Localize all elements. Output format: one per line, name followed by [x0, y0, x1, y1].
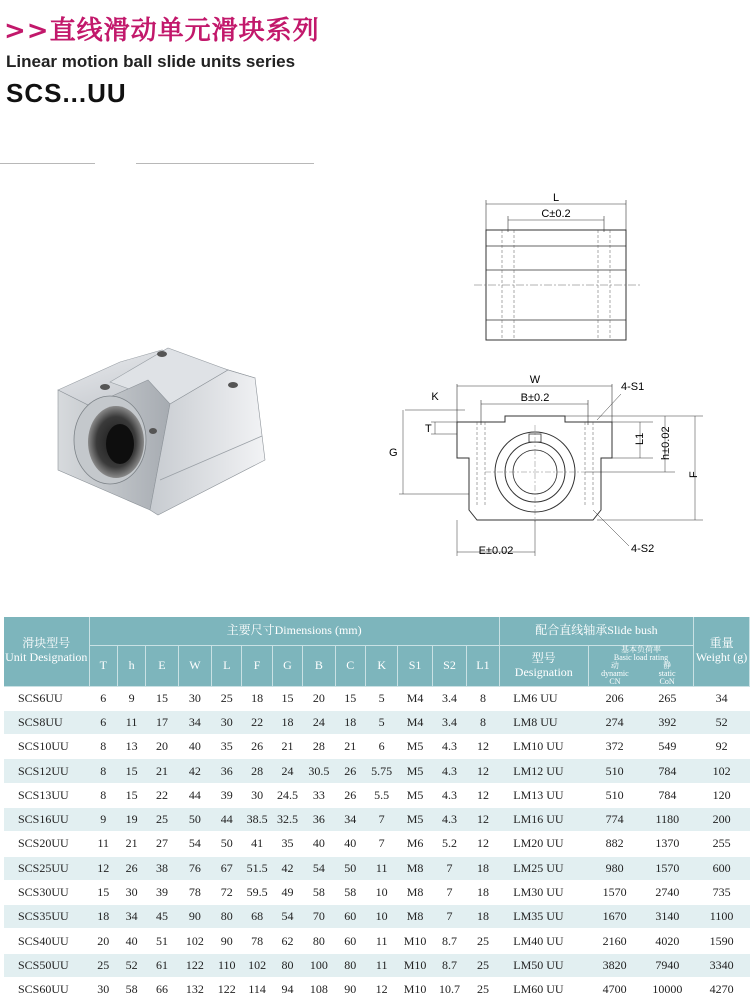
table-cell: 19	[117, 807, 145, 831]
table-cell: 30.5	[303, 759, 335, 783]
table-cell: 882	[588, 832, 641, 856]
table-cell: SCS30UU	[4, 880, 89, 904]
table-cell: 102	[178, 929, 211, 953]
table-cell: 12	[467, 783, 500, 807]
table-cell: LM10 UU	[499, 735, 588, 759]
table-cell: 26	[335, 759, 365, 783]
table-cell: 7	[432, 880, 466, 904]
table-cell: 4.3	[432, 759, 466, 783]
table-cell: 24.5	[272, 783, 302, 807]
table-cell: 11	[89, 832, 117, 856]
table-cell: M10	[398, 929, 432, 953]
header-slide-bush: 配合直线轴承Slide bush	[499, 617, 693, 645]
table-cell: 18	[335, 710, 365, 734]
table-cell: 549	[641, 735, 694, 759]
table-cell: 600	[694, 856, 750, 880]
table-row	[4, 686, 750, 710]
table-cell: 265	[641, 686, 694, 710]
table-cell: 15	[272, 686, 302, 710]
table-row	[4, 807, 750, 831]
table-cell: 42	[178, 759, 211, 783]
table-cell: 11	[365, 856, 397, 880]
table-cell: 30	[89, 978, 117, 1002]
table-cell: 6	[365, 735, 397, 759]
table-cell: 5.2	[432, 832, 466, 856]
table-cell: LM16 UU	[499, 807, 588, 831]
table-cell: 100	[303, 953, 335, 977]
table-cell: 52	[117, 953, 145, 977]
table-cell: 54	[272, 905, 302, 929]
header-static: 静 static CoN	[658, 660, 676, 686]
table-cell: 274	[588, 710, 641, 734]
table-cell: 735	[694, 880, 750, 904]
label-G: G	[389, 447, 398, 459]
table-row	[4, 978, 750, 1002]
table-cell: M6	[398, 832, 432, 856]
table-cell: SCS40UU	[4, 929, 89, 953]
table-cell: SCS12UU	[4, 759, 89, 783]
table-cell: 35	[272, 832, 302, 856]
table-cell: 12	[89, 856, 117, 880]
table-cell: M8	[398, 856, 432, 880]
table-cell: 21	[272, 735, 302, 759]
header-weight: 重量 Weight (g)	[694, 617, 750, 686]
table-cell: 122	[178, 953, 211, 977]
header-dim-b: B	[303, 645, 335, 686]
table-cell: 510	[588, 759, 641, 783]
table-cell: 25	[467, 953, 500, 977]
table-cell: 102	[242, 953, 272, 977]
table-cell: SCS6UU	[4, 686, 89, 710]
table-cell: 108	[303, 978, 335, 1002]
label-L: L	[552, 192, 560, 204]
table-cell: 5	[365, 686, 397, 710]
table-cell: M8	[398, 880, 432, 904]
table-cell: 66	[146, 978, 178, 1002]
table-cell: 28	[303, 735, 335, 759]
table-cell: 12	[467, 735, 500, 759]
table-cell: 12	[467, 807, 500, 831]
table-cell: LM35 UU	[499, 905, 588, 929]
label-T: T	[425, 423, 432, 435]
header-dim-k: K	[365, 645, 397, 686]
table-cell: 51.5	[242, 856, 272, 880]
table-cell: 58	[303, 880, 335, 904]
header-dynamic: 动 dynamic CN	[601, 660, 629, 686]
table-cell: 11	[365, 929, 397, 953]
table-row	[4, 856, 750, 880]
table-cell: 21	[335, 735, 365, 759]
table-cell: 18	[89, 905, 117, 929]
table-cell: 255	[694, 832, 750, 856]
table-cell: 12	[365, 978, 397, 1002]
table-cell: SCS35UU	[4, 905, 89, 929]
table-cell: 70	[303, 905, 335, 929]
table-cell: 17	[146, 710, 178, 734]
table-cell: 58	[117, 978, 145, 1002]
table-cell: 20	[89, 929, 117, 953]
table-cell: 12	[467, 759, 500, 783]
table-row	[4, 905, 750, 929]
table-cell: 8	[467, 710, 500, 734]
table-cell: 110	[212, 953, 242, 977]
table-cell: SCS20UU	[4, 832, 89, 856]
table-cell: 30	[212, 710, 242, 734]
table-cell: 200	[694, 807, 750, 831]
table-cell: M4	[398, 710, 432, 734]
table-cell: 36	[212, 759, 242, 783]
table-cell: SCS8UU	[4, 710, 89, 734]
table-cell: 33	[303, 783, 335, 807]
table-cell: 26	[335, 783, 365, 807]
table-cell: 34	[694, 686, 750, 710]
table-cell: LM13 UU	[499, 783, 588, 807]
table-cell: LM8 UU	[499, 710, 588, 734]
table-cell: 7	[432, 856, 466, 880]
header-dim-w: W	[178, 645, 211, 686]
table-cell: 4.3	[432, 807, 466, 831]
table-cell: 40	[178, 735, 211, 759]
table-row	[4, 929, 750, 953]
table-cell: 15	[117, 783, 145, 807]
table-cell: LM30 UU	[499, 880, 588, 904]
table-cell: 206	[588, 686, 641, 710]
label-K: K	[431, 391, 439, 403]
table-cell: 392	[641, 710, 694, 734]
table-cell: 510	[588, 783, 641, 807]
table-cell: 34	[117, 905, 145, 929]
table-row	[4, 735, 750, 759]
table-cell: 49	[272, 880, 302, 904]
table-cell: 6	[89, 710, 117, 734]
table-cell: 80	[272, 953, 302, 977]
table-cell: 58	[335, 880, 365, 904]
table-row	[4, 953, 750, 977]
table-cell: 27	[146, 832, 178, 856]
label-L1: L1	[634, 432, 646, 445]
table-cell: 2740	[641, 880, 694, 904]
table-cell: 2160	[588, 929, 641, 953]
table-cell: 980	[588, 856, 641, 880]
table-cell: 50	[178, 807, 211, 831]
table-cell: 5	[365, 710, 397, 734]
table-cell: 60	[335, 905, 365, 929]
table-cell: 78	[178, 880, 211, 904]
table-cell: 18	[467, 856, 500, 880]
table-cell: 18	[467, 880, 500, 904]
label-h: h±0.02	[660, 426, 672, 460]
table-cell: 1370	[641, 832, 694, 856]
table-cell: 1100	[694, 905, 750, 929]
table-cell: LM12 UU	[499, 759, 588, 783]
table-cell: 8.7	[432, 953, 466, 977]
table-cell: 54	[178, 832, 211, 856]
table-cell: 18	[242, 686, 272, 710]
table-cell: 8	[89, 759, 117, 783]
model-series: SCS...UU	[6, 78, 127, 108]
table-cell: 122	[212, 978, 242, 1002]
product-photo	[50, 340, 280, 520]
header-dim-l: L	[212, 645, 242, 686]
divider-right	[136, 163, 314, 164]
table-cell: 15	[335, 686, 365, 710]
table-cell: 10.7	[432, 978, 466, 1002]
page-title-english: Linear motion ball slide units series	[6, 52, 296, 71]
table-cell: 35	[212, 735, 242, 759]
table-cell: 25	[146, 807, 178, 831]
table-row	[4, 783, 750, 807]
label-4-S2: 4-S2	[631, 543, 655, 555]
table-row	[4, 759, 750, 783]
table-cell: 28	[242, 759, 272, 783]
table-cell: 114	[242, 978, 272, 1002]
table-cell: SCS10UU	[4, 735, 89, 759]
table-cell: 21	[117, 832, 145, 856]
header-dim-t: T	[89, 645, 117, 686]
label-4-S1: 4-S1	[621, 381, 645, 393]
table-cell: 90	[212, 929, 242, 953]
table-cell: 42	[272, 856, 302, 880]
table-cell: 7940	[641, 953, 694, 977]
table-cell: 9	[89, 807, 117, 831]
table-cell: 10000	[641, 978, 694, 1002]
table-cell: 8	[89, 735, 117, 759]
label-F: F	[688, 471, 700, 478]
table-cell: 30	[242, 783, 272, 807]
table-cell: 4700	[588, 978, 641, 1002]
table-row	[4, 832, 750, 856]
table-cell: 7	[365, 832, 397, 856]
table-cell: 52	[694, 710, 750, 734]
table-cell: 50	[335, 856, 365, 880]
table-cell: 80	[212, 905, 242, 929]
table-cell: 39	[212, 783, 242, 807]
table-cell: 67	[212, 856, 242, 880]
table-cell: M5	[398, 783, 432, 807]
table-cell: 60	[335, 929, 365, 953]
table-cell: 13	[117, 735, 145, 759]
table-cell: 6	[89, 686, 117, 710]
table-cell: 21	[146, 759, 178, 783]
table-cell: 38.5	[242, 807, 272, 831]
table-cell: LM50 UU	[499, 953, 588, 977]
table-cell: 15	[146, 686, 178, 710]
table-cell: 15	[117, 759, 145, 783]
table-cell: 4020	[641, 929, 694, 953]
table-cell: 38	[146, 856, 178, 880]
table-cell: 25	[467, 929, 500, 953]
table-cell: 3.4	[432, 710, 466, 734]
header-dim-h: h	[117, 645, 145, 686]
header-bush-designation: 型号 Designation	[499, 645, 588, 686]
label-E: E±0.02	[478, 545, 514, 557]
table-cell: 4.3	[432, 783, 466, 807]
table-cell: 40	[335, 832, 365, 856]
table-cell: 59.5	[242, 880, 272, 904]
table-row	[4, 880, 750, 904]
table-cell: SCS50UU	[4, 953, 89, 977]
table-cell: 25	[467, 978, 500, 1002]
table-cell: 34	[178, 710, 211, 734]
table-cell: 8	[89, 783, 117, 807]
table-cell: 54	[303, 856, 335, 880]
table-cell: 11	[365, 953, 397, 977]
table-cell: 30	[178, 686, 211, 710]
header-dim-c: C	[335, 645, 365, 686]
table-cell: 4270	[694, 978, 750, 1002]
table-cell: M5	[398, 735, 432, 759]
table-cell: 41	[242, 832, 272, 856]
table-cell: 25	[212, 686, 242, 710]
header-dim-l1: L1	[467, 645, 500, 686]
label-W: W	[529, 374, 541, 386]
table-cell: M10	[398, 978, 432, 1002]
table-cell: 72	[212, 880, 242, 904]
table-cell: 51	[146, 929, 178, 953]
table-cell: SCS13UU	[4, 783, 89, 807]
table-cell: SCS25UU	[4, 856, 89, 880]
table-cell: 774	[588, 807, 641, 831]
table-cell: M5	[398, 807, 432, 831]
table-cell: 12	[467, 832, 500, 856]
table-cell: 18	[272, 710, 302, 734]
table-cell: 22	[242, 710, 272, 734]
table-cell: 26	[117, 856, 145, 880]
table-cell: 11	[117, 710, 145, 734]
table-cell: 9	[117, 686, 145, 710]
table-cell: 61	[146, 953, 178, 977]
table-cell: 78	[242, 929, 272, 953]
table-cell: 30	[117, 880, 145, 904]
table-cell: 50	[212, 832, 242, 856]
table-cell: M4	[398, 686, 432, 710]
table-cell: 784	[641, 783, 694, 807]
table-cell: 5.5	[365, 783, 397, 807]
table-cell: 26	[242, 735, 272, 759]
table-cell: 90	[335, 978, 365, 1002]
table-cell: 15	[89, 880, 117, 904]
page-title-chinese: >>直线滑动单元滑块系列	[4, 16, 320, 46]
table-cell: LM25 UU	[499, 856, 588, 880]
table-cell: 8.7	[432, 929, 466, 953]
table-cell: 62	[272, 929, 302, 953]
table-cell: 92	[694, 735, 750, 759]
header-unit-designation: 滑块型号 Unit Designation	[4, 617, 89, 686]
table-cell: 5.75	[365, 759, 397, 783]
table-cell: LM6 UU	[499, 686, 588, 710]
table-cell: 40	[117, 929, 145, 953]
table-cell: 18	[467, 905, 500, 929]
table-cell: 1670	[588, 905, 641, 929]
table-cell: LM40 UU	[499, 929, 588, 953]
header-dim-f: F	[242, 645, 272, 686]
table-cell: M10	[398, 953, 432, 977]
table-cell: 8	[467, 686, 500, 710]
table-cell: 20	[303, 686, 335, 710]
table-cell: 39	[146, 880, 178, 904]
table-cell: 7	[432, 905, 466, 929]
table-cell: 80	[335, 953, 365, 977]
table-cell: 25	[89, 953, 117, 977]
table-cell: 90	[178, 905, 211, 929]
table-cell: 3820	[588, 953, 641, 977]
table-cell: 94	[272, 978, 302, 1002]
table-cell: 1180	[641, 807, 694, 831]
table-cell: 4.3	[432, 735, 466, 759]
table-cell: M8	[398, 905, 432, 929]
table-cell: 76	[178, 856, 211, 880]
table-cell: 44	[212, 807, 242, 831]
table-cell: 24	[303, 710, 335, 734]
header-dim-g: G	[272, 645, 302, 686]
table-cell: 80	[303, 929, 335, 953]
table-cell: 34	[335, 807, 365, 831]
table-cell: 22	[146, 783, 178, 807]
table-cell: 3140	[641, 905, 694, 929]
table-cell: 20	[146, 735, 178, 759]
front-view-drawing	[385, 370, 715, 570]
table-cell: 32.5	[272, 807, 302, 831]
table-cell: 1570	[641, 856, 694, 880]
header-load-rating: 基本负荷率 Basic load rating 动 dynamic CN 静 static CoN	[588, 645, 693, 686]
table-cell: 68	[242, 905, 272, 929]
table-cell: 24	[272, 759, 302, 783]
table-cell: 120	[694, 783, 750, 807]
table-cell: 1570	[588, 880, 641, 904]
table-cell: LM60 UU	[499, 978, 588, 1002]
header-dim-s1: S1	[398, 645, 432, 686]
label-C: C±0.2	[541, 208, 571, 220]
label-B: B±0.2	[520, 392, 550, 404]
specification-table	[4, 617, 750, 1002]
table-cell: 45	[146, 905, 178, 929]
table-cell: 3340	[694, 953, 750, 977]
table-cell: 44	[178, 783, 211, 807]
table-cell: SCS60UU	[4, 978, 89, 1002]
table-cell: 784	[641, 759, 694, 783]
table-cell: 10	[365, 905, 397, 929]
table-row	[4, 710, 750, 734]
header-dim-e: E	[146, 645, 178, 686]
table-cell: LM20 UU	[499, 832, 588, 856]
table-cell: 372	[588, 735, 641, 759]
divider-left	[0, 163, 95, 164]
table-cell: 102	[694, 759, 750, 783]
top-view-drawing	[470, 190, 645, 360]
header-dimensions: 主要尺寸Dimensions (mm)	[89, 617, 499, 645]
table-cell: 36	[303, 807, 335, 831]
table-cell: 10	[365, 880, 397, 904]
table-cell: M5	[398, 759, 432, 783]
table-cell: 40	[303, 832, 335, 856]
table-cell: 7	[365, 807, 397, 831]
table-cell: SCS16UU	[4, 807, 89, 831]
header-dim-s2: S2	[432, 645, 466, 686]
table-cell: 132	[178, 978, 211, 1002]
table-cell: 1590	[694, 929, 750, 953]
table-cell: 3.4	[432, 686, 466, 710]
